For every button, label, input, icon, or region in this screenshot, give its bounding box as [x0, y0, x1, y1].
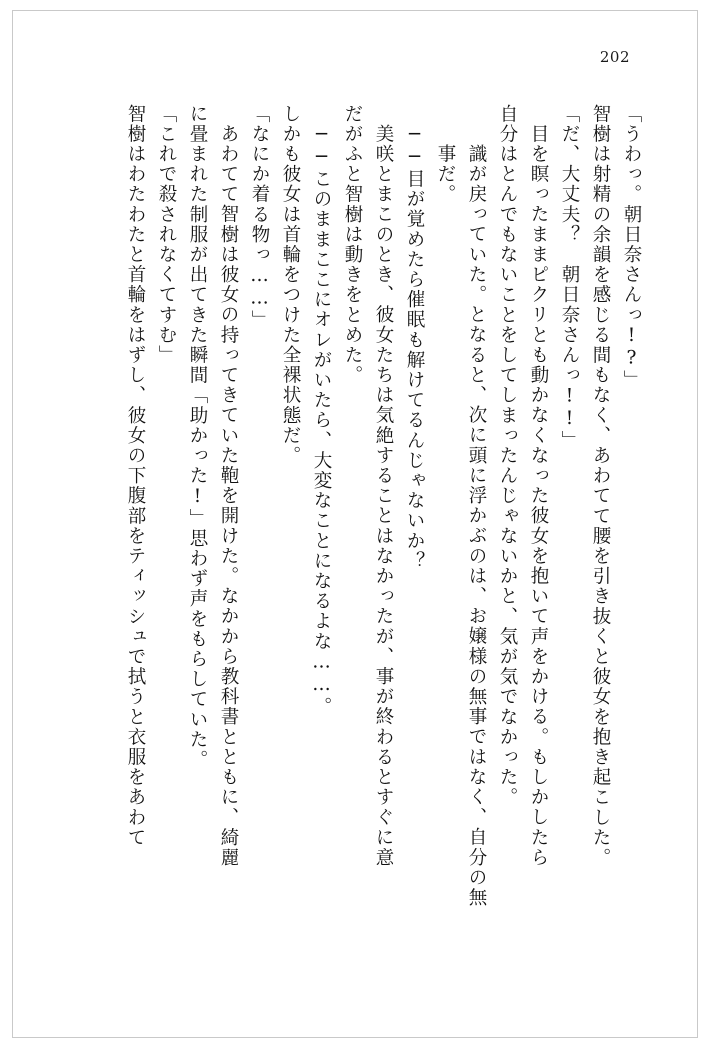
text-column: ──このままここにオレがいたら、大変なことになるよな……。 — [311, 124, 332, 717]
text-column: 「これで殺されなくてすむ」 — [156, 104, 177, 366]
text-column: 美咲とまこのとき、彼女たちは気絶することはなかったが、事が終わるとすぐに意 — [373, 124, 394, 868]
text-column: ──目が覚めたら催眠も解けてるんじゃないか？ — [404, 124, 425, 572]
text-column: だがふと智樹は動きをとめた。 — [342, 104, 363, 386]
text-column: に畳まれた制服が出てきた瞬間「助かった!」思わず声をもらしていた。 — [187, 104, 208, 770]
text-column: あわてて智樹は彼女の持ってきていた鞄を開けた。なかから教科書とともに、綺麗 — [218, 124, 239, 868]
text-column: 自分はとんでもないことをしてしまったんじゃないかと、気が気でなかった。 — [497, 104, 518, 808]
text-column: 「うわっ。朝日奈さんっ!?」 — [621, 104, 642, 391]
text-column: 識が戻っていた。となると、次に頭に浮かぶのは、お嬢様の無事ではなく、自分の無 — [466, 144, 487, 908]
vertical-text-block — [60, 104, 640, 984]
text-column: 事だ。 — [435, 144, 456, 205]
page-number: 202 — [599, 48, 630, 66]
text-column: しかも彼女は首輪をつけた全裸状態だ。 — [280, 104, 301, 466]
text-column: 「だ、大丈夫？ 朝日奈さんっ!!」 — [559, 104, 580, 451]
text-column: 目を瞑ったままピクリとも動かなくなった彼女を抱いて声をかける。もしかしたら — [528, 124, 549, 868]
text-column: 智樹はわたわたと首輪をはずし、彼女の下腹部をティッシュで拭うと衣服をあわて — [125, 104, 146, 848]
text-column: 「なにか着る物っ……」 — [249, 104, 270, 331]
text-column: 智樹は射精の余韻を感じる間もなく、あわてて腰を引き抜くと彼女を抱き起こした。 — [590, 104, 611, 868]
